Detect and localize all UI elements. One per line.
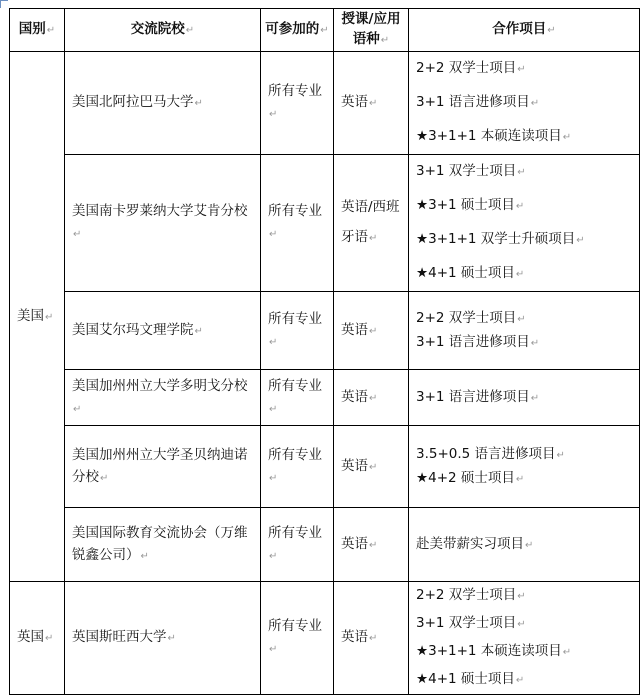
- program-item: 2+2 双学士项目↵: [416, 60, 526, 76]
- country-cell-usa: 美国↵: [10, 52, 65, 582]
- major-cell: 所有专业↵: [261, 370, 334, 426]
- header-school: 交流院校↵: [65, 9, 261, 52]
- language-cell: 英语↵: [334, 508, 409, 582]
- program-item: 3+1 语言进修项目↵: [416, 94, 540, 110]
- major-cell: 所有专业↵: [261, 582, 334, 695]
- program-item: 3.5+0.5 语言进修项目↵: [416, 445, 565, 462]
- major-cell: 所有专业↵: [261, 292, 334, 370]
- program-item: 3+1 双学士项目↵: [416, 615, 526, 631]
- country-cell-uk: 英国↵: [10, 582, 65, 695]
- header-program: 合作项目↵: [409, 9, 640, 52]
- language-cell: 英语/西班牙语↵: [334, 155, 409, 292]
- header-language: 授课/应用语种↵: [334, 9, 409, 52]
- school-cell: 美国艾尔玛文理学院↵: [65, 292, 261, 370]
- program-cell: [409, 292, 640, 370]
- partner-schools-table: [9, 8, 640, 695]
- program-cell: [409, 370, 640, 426]
- school-cell: 英国斯旺西大学↵: [65, 582, 261, 695]
- program-item: ★4+1 硕士项目↵: [416, 265, 525, 281]
- program-item: 2+2 双学士项目↵: [416, 587, 526, 603]
- major-cell: 所有专业↵: [261, 508, 334, 582]
- major-cell: 所有专业↵: [261, 155, 334, 292]
- table-row: [10, 155, 640, 292]
- program-item: ★3+1 硕士项目↵: [416, 197, 525, 213]
- program-item: ★3+1+1 本硕连读项目↵: [416, 643, 572, 659]
- program-cell: [409, 508, 640, 582]
- program-cell: [409, 426, 640, 508]
- table-row: [10, 370, 640, 426]
- program-item: ★4+2 硕士项目↵: [416, 469, 525, 486]
- header-major: 可参加的↵: [261, 9, 334, 52]
- language-cell: 英语↵: [334, 426, 409, 508]
- program-cell: [409, 582, 640, 695]
- program-item: 3+1 语言进修项目↵: [416, 388, 540, 405]
- program-cell: [409, 52, 640, 155]
- school-cell: 美国加州州立大学圣贝纳迪诺分校↵: [65, 426, 261, 508]
- program-item: 3+1 双学士项目↵: [416, 163, 526, 179]
- program-item: 赴美带薪实习项目↵: [416, 535, 534, 552]
- program-item: ★3+1+1 本硕连读项目↵: [416, 128, 572, 144]
- header-row: [10, 9, 640, 52]
- corner-mark: [0, 0, 8, 8]
- school-cell: 美国北阿拉巴马大学↵: [65, 52, 261, 155]
- program-item: ★3+1+1 双学士升硕项目↵: [416, 231, 585, 247]
- language-cell: 英语↵: [334, 582, 409, 695]
- school-cell: 美国加州州立大学多明戈分校↵: [65, 370, 261, 426]
- program-item: 3+1 语言进修项目↵: [416, 333, 540, 350]
- major-cell: 所有专业↵: [261, 426, 334, 508]
- language-cell: 英语↵: [334, 52, 409, 155]
- language-cell: 英语↵: [334, 370, 409, 426]
- header-country: 国别↵: [10, 9, 65, 52]
- table-row: [10, 582, 640, 695]
- table-row: [10, 292, 640, 370]
- program-item: ★4+1 硕士项目↵: [416, 671, 525, 687]
- school-cell: 美国南卡罗莱纳大学艾肯分校↵: [65, 155, 261, 292]
- table-row: [10, 508, 640, 582]
- major-cell: 所有专业↵: [261, 52, 334, 155]
- program-item: 2+2 双学士项目↵: [416, 309, 526, 326]
- language-cell: 英语↵: [334, 292, 409, 370]
- school-cell: 美国国际教育交流协会（万维锐鑫公司）↵: [65, 508, 261, 582]
- program-cell: [409, 155, 640, 292]
- table-row: [10, 426, 640, 508]
- table-row: [10, 52, 640, 155]
